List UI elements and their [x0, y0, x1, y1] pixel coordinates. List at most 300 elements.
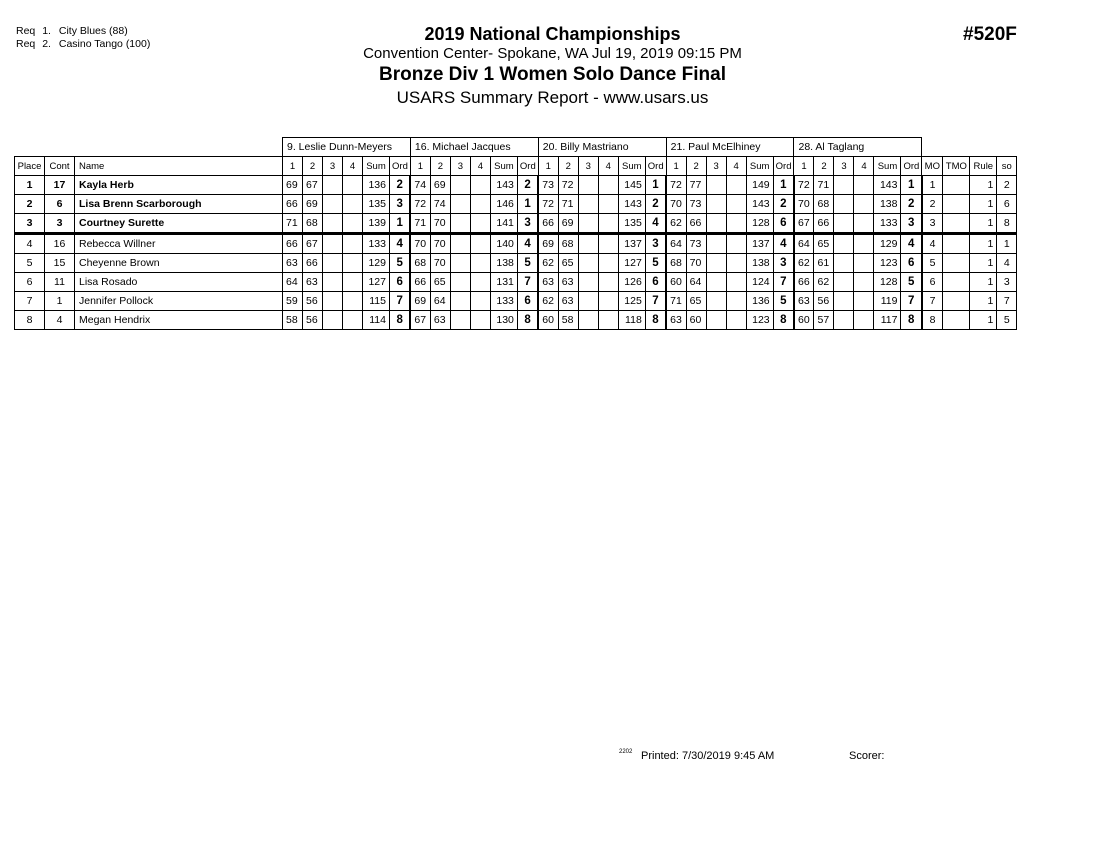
judge-spacer	[15, 138, 283, 157]
ordinal-cell: 2	[390, 176, 411, 195]
report-title: USARS Summary Report - www.usars.us	[396, 88, 709, 107]
score-cell: 65	[558, 254, 578, 273]
score-cell	[726, 311, 746, 330]
cont-cell: 11	[45, 273, 75, 292]
score-cell	[470, 176, 490, 195]
score-cell: 72	[666, 176, 686, 195]
score-cell: 69	[410, 292, 430, 311]
ordinal-cell: 7	[390, 292, 411, 311]
score-cell: 60	[666, 273, 686, 292]
score-cell: 71	[814, 176, 834, 195]
mo-cell: 1	[922, 176, 943, 195]
score-cell	[450, 195, 470, 214]
sum-cell: 143	[746, 195, 773, 214]
cont-cell: 1	[45, 292, 75, 311]
score-cell: 73	[686, 195, 706, 214]
sum-cell: 139	[363, 214, 390, 234]
scorer-label: Scorer:	[849, 750, 885, 762]
score-cell	[726, 234, 746, 254]
column-header-score: 1	[538, 157, 558, 176]
score-cell: 63	[558, 273, 578, 292]
score-cell: 62	[666, 214, 686, 234]
score-cell	[854, 292, 874, 311]
requirement-number: 1.	[42, 25, 51, 37]
score-cell: 60	[538, 311, 558, 330]
sum-cell: 135	[618, 214, 645, 234]
score-cell: 67	[303, 234, 323, 254]
score-cell: 64	[430, 292, 450, 311]
rule-cell: 1	[970, 273, 997, 292]
score-cell	[834, 234, 854, 254]
column-header-score: 4	[470, 157, 490, 176]
ordinal-cell: 4	[645, 214, 666, 234]
tmo-cell	[943, 273, 970, 292]
so-cell: 1	[997, 234, 1017, 254]
sum-cell: 127	[363, 273, 390, 292]
mo-cell: 6	[922, 273, 943, 292]
column-header-score: 1	[410, 157, 430, 176]
venue-line: Convention Center- Spokane, WA Jul 19, 2019 09:15 PM	[363, 45, 742, 62]
score-cell	[450, 273, 470, 292]
score-cell: 70	[666, 195, 686, 214]
column-header-score: 2	[558, 157, 578, 176]
judge-name: 21. Paul McElhiney	[666, 138, 794, 157]
place-cell: 2	[15, 195, 45, 214]
score-cell	[834, 311, 854, 330]
score-cell: 64	[794, 234, 814, 254]
column-header-score: 4	[343, 157, 363, 176]
ordinal-cell: 5	[773, 292, 794, 311]
score-cell	[854, 176, 874, 195]
score-cell	[706, 311, 726, 330]
tmo-cell	[943, 292, 970, 311]
score-cell: 66	[283, 195, 303, 214]
score-cell: 74	[410, 176, 430, 195]
skater-name: Cheyenne Brown	[75, 254, 283, 273]
table-row	[15, 273, 1017, 292]
score-cell	[323, 234, 343, 254]
ordinal-cell: 8	[645, 311, 666, 330]
ordinal-cell: 2	[901, 195, 922, 214]
ordinal-cell: 6	[390, 273, 411, 292]
score-cell: 63	[303, 273, 323, 292]
score-cell	[706, 254, 726, 273]
ordinal-cell: 3	[645, 234, 666, 254]
score-cell	[706, 292, 726, 311]
column-header-score: 4	[598, 157, 618, 176]
score-cell	[343, 273, 363, 292]
requirement-label: Req	[16, 38, 36, 50]
ordinal-cell: 5	[901, 273, 922, 292]
sum-cell: 138	[874, 195, 901, 214]
score-cell: 61	[814, 254, 834, 273]
sum-cell: 136	[746, 292, 773, 311]
sum-cell: 123	[874, 254, 901, 273]
tmo-cell	[943, 234, 970, 254]
cont-cell: 17	[45, 176, 75, 195]
score-cell	[578, 273, 598, 292]
column-header-score: 3	[323, 157, 343, 176]
tmo-cell	[943, 195, 970, 214]
score-cell	[854, 195, 874, 214]
score-cell	[854, 214, 874, 234]
score-cell: 69	[430, 176, 450, 195]
sum-cell: 136	[363, 176, 390, 195]
score-cell	[706, 273, 726, 292]
score-cell: 56	[303, 292, 323, 311]
sum-cell: 123	[746, 311, 773, 330]
ordinal-cell: 1	[901, 176, 922, 195]
requirement-text: City Blues (88)	[58, 25, 128, 37]
sum-cell: 114	[363, 311, 390, 330]
column-header-score: 2	[303, 157, 323, 176]
sum-cell: 129	[874, 234, 901, 254]
requirement-number: 2.	[42, 38, 51, 50]
score-cell	[343, 195, 363, 214]
score-cell: 68	[410, 254, 430, 273]
sum-cell: 140	[490, 234, 517, 254]
ordinal-cell: 7	[517, 273, 538, 292]
score-cell: 63	[794, 292, 814, 311]
place-cell: 4	[15, 234, 45, 254]
sum-cell: 130	[490, 311, 517, 330]
table-row	[15, 214, 1017, 234]
sum-cell: 145	[618, 176, 645, 195]
ordinal-cell: 3	[901, 214, 922, 234]
score-cell: 56	[814, 292, 834, 311]
score-cell: 65	[814, 234, 834, 254]
judge-name: 9. Leslie Dunn-Meyers	[283, 138, 411, 157]
column-header-so: so	[997, 157, 1017, 176]
table-row	[15, 254, 1017, 273]
score-cell	[343, 214, 363, 234]
column-header-score: Ord	[390, 157, 411, 176]
score-cell	[598, 254, 618, 273]
score-cell	[706, 195, 726, 214]
rule-cell: 1	[970, 311, 997, 330]
score-cell	[854, 234, 874, 254]
ordinal-cell: 6	[645, 273, 666, 292]
score-cell: 62	[814, 273, 834, 292]
so-cell: 2	[997, 176, 1017, 195]
score-cell: 71	[558, 195, 578, 214]
score-cell	[470, 195, 490, 214]
score-cell: 68	[303, 214, 323, 234]
sum-cell: 137	[746, 234, 773, 254]
so-cell: 6	[997, 195, 1017, 214]
score-cell: 57	[814, 311, 834, 330]
mo-cell: 7	[922, 292, 943, 311]
score-cell: 67	[303, 176, 323, 195]
score-cell: 62	[538, 292, 558, 311]
judge-name: 16. Michael Jacques	[410, 138, 538, 157]
column-header-row	[15, 157, 1017, 176]
so-cell: 3	[997, 273, 1017, 292]
rule-cell: 1	[970, 292, 997, 311]
sum-cell: 124	[746, 273, 773, 292]
score-cell	[323, 254, 343, 273]
score-cell	[726, 195, 746, 214]
sum-cell: 128	[874, 273, 901, 292]
column-header-score: Sum	[746, 157, 773, 176]
table-row	[15, 234, 1017, 254]
event-number: #520F	[963, 24, 1017, 45]
score-cell	[450, 176, 470, 195]
ordinal-cell: 6	[901, 254, 922, 273]
score-cell	[470, 292, 490, 311]
judge-spacer	[922, 138, 1017, 157]
score-cell	[578, 292, 598, 311]
score-cell: 66	[410, 273, 430, 292]
column-header-score: 1	[283, 157, 303, 176]
event-title: Bronze Div 1 Women Solo Dance Final	[379, 64, 726, 85]
score-cell	[834, 176, 854, 195]
score-cell: 69	[283, 176, 303, 195]
score-cell: 67	[794, 214, 814, 234]
column-header-place: Place	[15, 157, 45, 176]
mo-cell: 3	[922, 214, 943, 234]
sum-cell: 129	[363, 254, 390, 273]
score-cell: 67	[410, 311, 430, 330]
score-cell	[450, 311, 470, 330]
tmo-cell	[943, 176, 970, 195]
score-cell: 72	[410, 195, 430, 214]
score-cell: 63	[666, 311, 686, 330]
column-header-score: Ord	[517, 157, 538, 176]
score-cell: 56	[303, 311, 323, 330]
tmo-cell	[943, 311, 970, 330]
place-cell: 7	[15, 292, 45, 311]
score-cell: 69	[303, 195, 323, 214]
sum-cell: 138	[746, 254, 773, 273]
rule-cell: 1	[970, 176, 997, 195]
so-cell: 7	[997, 292, 1017, 311]
ordinal-cell: 4	[773, 234, 794, 254]
ordinal-cell: 5	[390, 254, 411, 273]
score-cell: 72	[538, 195, 558, 214]
score-cell	[343, 311, 363, 330]
score-cell: 72	[794, 176, 814, 195]
score-cell: 66	[283, 234, 303, 254]
mo-cell: 4	[922, 234, 943, 254]
score-cell: 74	[430, 195, 450, 214]
ordinal-cell: 1	[390, 214, 411, 234]
score-cell: 70	[430, 234, 450, 254]
ordinal-cell: 3	[390, 195, 411, 214]
score-cell: 69	[558, 214, 578, 234]
score-cell	[598, 311, 618, 330]
sum-cell: 143	[618, 195, 645, 214]
score-cell	[706, 176, 726, 195]
score-cell	[470, 311, 490, 330]
requirement-label: Req	[16, 25, 36, 37]
requirement-text: Casino Tango (100)	[58, 38, 151, 50]
skater-name: Rebecca Willner	[75, 234, 283, 254]
score-cell	[726, 273, 746, 292]
column-header-score: Sum	[874, 157, 901, 176]
ordinal-cell: 1	[517, 195, 538, 214]
sum-cell: 133	[874, 214, 901, 234]
score-cell	[834, 195, 854, 214]
ordinal-cell: 8	[773, 311, 794, 330]
place-cell: 8	[15, 311, 45, 330]
score-cell: 58	[558, 311, 578, 330]
ordinal-cell: 8	[517, 311, 538, 330]
column-header-rule: Rule	[970, 157, 997, 176]
column-header-score: 4	[854, 157, 874, 176]
ordinal-cell: 7	[901, 292, 922, 311]
mo-cell: 2	[922, 195, 943, 214]
score-cell: 68	[666, 254, 686, 273]
score-cell	[470, 273, 490, 292]
tmo-cell	[943, 254, 970, 273]
score-cell: 62	[538, 254, 558, 273]
score-cell	[578, 176, 598, 195]
score-cell: 70	[430, 254, 450, 273]
score-cell: 70	[410, 234, 430, 254]
score-cell	[578, 254, 598, 273]
so-cell: 8	[997, 214, 1017, 234]
score-cell	[854, 254, 874, 273]
score-cell: 71	[666, 292, 686, 311]
table-row	[15, 292, 1017, 311]
column-header-score: Sum	[490, 157, 517, 176]
ordinal-cell: 7	[773, 273, 794, 292]
column-header-score: 4	[726, 157, 746, 176]
ordinal-cell: 2	[645, 195, 666, 214]
score-cell: 73	[686, 234, 706, 254]
score-cell: 77	[686, 176, 706, 195]
score-cell	[598, 292, 618, 311]
score-cell	[706, 234, 726, 254]
score-cell: 70	[686, 254, 706, 273]
sum-cell: 149	[746, 176, 773, 195]
tmo-cell	[943, 214, 970, 234]
ordinal-cell: 1	[645, 176, 666, 195]
score-cell	[854, 311, 874, 330]
column-header-score: 3	[578, 157, 598, 176]
skater-name: Lisa Brenn Scarborough	[75, 195, 283, 214]
sum-cell: 133	[490, 292, 517, 311]
sum-cell: 126	[618, 273, 645, 292]
ordinal-cell: 1	[773, 176, 794, 195]
sum-cell: 143	[490, 176, 517, 195]
column-header-score: 2	[814, 157, 834, 176]
score-cell	[323, 273, 343, 292]
score-cell	[578, 214, 598, 234]
sum-cell: 133	[363, 234, 390, 254]
score-cell	[470, 234, 490, 254]
sum-cell: 131	[490, 273, 517, 292]
score-cell	[834, 254, 854, 273]
score-cell: 63	[283, 254, 303, 273]
score-cell: 73	[538, 176, 558, 195]
score-cell: 60	[686, 311, 706, 330]
column-header-tmo: TMO	[943, 157, 970, 176]
score-cell: 66	[686, 214, 706, 234]
score-cell: 64	[666, 234, 686, 254]
sum-cell: 138	[490, 254, 517, 273]
sum-cell: 117	[874, 311, 901, 330]
column-header-score: 2	[686, 157, 706, 176]
score-cell: 63	[430, 311, 450, 330]
score-cell	[450, 234, 470, 254]
rule-cell: 1	[970, 254, 997, 273]
score-cell	[726, 292, 746, 311]
report-code: 2202	[619, 749, 633, 755]
score-cell: 64	[283, 273, 303, 292]
table-row	[15, 311, 1017, 330]
score-cell	[450, 292, 470, 311]
column-header-mo: MO	[922, 157, 943, 176]
ordinal-cell: 8	[390, 311, 411, 330]
table-row	[15, 195, 1017, 214]
score-cell	[854, 273, 874, 292]
score-cell: 58	[283, 311, 303, 330]
so-cell: 5	[997, 311, 1017, 330]
rule-cell: 1	[970, 195, 997, 214]
score-cell: 66	[303, 254, 323, 273]
ordinal-cell: 8	[901, 311, 922, 330]
sum-cell: 143	[874, 176, 901, 195]
score-cell	[726, 176, 746, 195]
judge-header-row	[15, 138, 1017, 157]
ordinal-cell: 3	[773, 254, 794, 273]
score-cell	[343, 254, 363, 273]
skater-name: Kayla Herb	[75, 176, 283, 195]
column-header-score: 1	[794, 157, 814, 176]
sum-cell: 125	[618, 292, 645, 311]
requirement-1	[16, 25, 150, 38]
score-cell	[834, 292, 854, 311]
ordinal-cell: 6	[773, 214, 794, 234]
score-cell	[343, 292, 363, 311]
score-cell	[726, 254, 746, 273]
place-cell: 1	[15, 176, 45, 195]
championship-title: 2019 National Championships	[424, 24, 681, 44]
place-cell: 3	[15, 214, 45, 234]
score-cell	[323, 214, 343, 234]
score-cell	[323, 292, 343, 311]
score-cell: 70	[430, 214, 450, 234]
ordinal-cell: 4	[901, 234, 922, 254]
ordinal-cell: 2	[517, 176, 538, 195]
sum-cell: 135	[363, 195, 390, 214]
requirements-list	[16, 25, 150, 51]
score-cell	[578, 311, 598, 330]
score-cell: 71	[283, 214, 303, 234]
score-cell	[470, 254, 490, 273]
skater-name: Jennifer Pollock	[75, 292, 283, 311]
mo-cell: 5	[922, 254, 943, 273]
score-cell: 63	[538, 273, 558, 292]
score-cell	[726, 214, 746, 234]
ordinal-cell: 4	[390, 234, 411, 254]
column-header-score: 3	[706, 157, 726, 176]
score-cell	[834, 273, 854, 292]
column-header-score: Sum	[618, 157, 645, 176]
score-cell	[598, 234, 618, 254]
score-cell	[598, 195, 618, 214]
skater-name: Lisa Rosado	[75, 273, 283, 292]
score-cell: 71	[410, 214, 430, 234]
score-cell	[343, 176, 363, 195]
column-header-score: Ord	[901, 157, 922, 176]
column-header-cont: Cont	[45, 157, 75, 176]
ordinal-cell: 4	[517, 234, 538, 254]
score-cell: 64	[686, 273, 706, 292]
cont-cell: 15	[45, 254, 75, 273]
